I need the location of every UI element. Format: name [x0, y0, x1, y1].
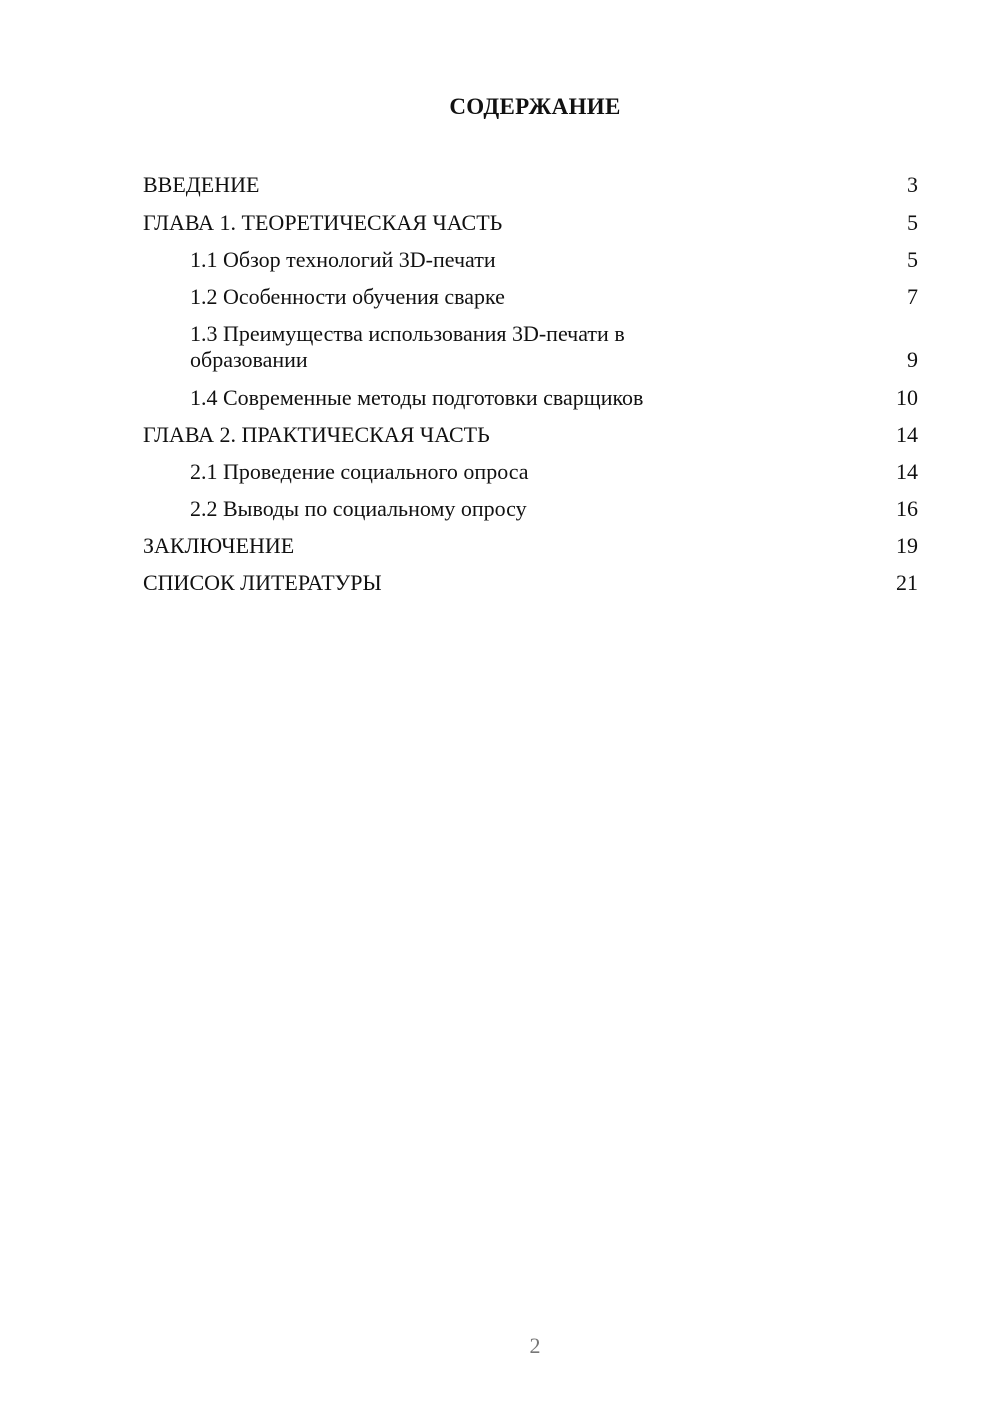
- toc-entry-section-1-4[interactable]: [190, 385, 918, 411]
- toc-entry-references[interactable]: [143, 570, 918, 596]
- toc-entry-label: СПИСОК ЛИТЕРАТУРЫ: [143, 570, 382, 595]
- toc-entry-section-2-2[interactable]: [190, 496, 918, 522]
- toc-entry-section-1-2[interactable]: [190, 284, 918, 310]
- toc-entry-page: 5: [907, 247, 918, 272]
- page-title: СОДЕРЖАНИЕ: [449, 94, 621, 119]
- toc-entry-page: 7: [907, 284, 918, 309]
- page-number: 2: [529, 1333, 541, 1358]
- toc-entry-chapter-2[interactable]: [143, 422, 918, 448]
- toc-entry-label: ВВЕДЕНИЕ: [143, 172, 260, 197]
- toc-entry-section-1-3[interactable]: [190, 321, 918, 373]
- toc-entry-label: 2.2 Выводы по социальному опросу: [190, 496, 527, 521]
- toc-entry-label: 2.1 Проведение социального опроса: [190, 459, 529, 484]
- toc-entry-section-1-1[interactable]: [190, 247, 918, 273]
- toc-entry-section-2-1[interactable]: [190, 459, 918, 485]
- toc-entry-introduction[interactable]: [143, 172, 918, 198]
- toc-entry-chapter-1[interactable]: [143, 210, 918, 236]
- toc-entry-conclusion[interactable]: [143, 533, 918, 559]
- toc-entry-page: 9: [907, 347, 918, 372]
- toc-entry-page: 16: [896, 496, 918, 521]
- toc-entry-label: 1.2 Особенности обучения сварке: [190, 284, 505, 309]
- toc-entry-label: ЗАКЛЮЧЕНИЕ: [143, 533, 295, 558]
- toc-entry-label: ГЛАВА 2. ПРАКТИЧЕСКАЯ ЧАСТЬ: [143, 422, 490, 447]
- toc-entry-label: ГЛАВА 1. ТЕОРЕТИЧЕСКАЯ ЧАСТЬ: [143, 210, 503, 235]
- toc-entry-page: 3: [907, 172, 918, 197]
- toc-entry-label: 1.4 Современные методы подготовки сварщиков: [190, 385, 644, 410]
- toc-entry-label: 1.1 Обзор технологий 3D-печати: [190, 247, 496, 272]
- toc-entry-page: 21: [896, 570, 918, 595]
- toc-entry-page: 19: [896, 533, 918, 558]
- toc-entry-page: 14: [896, 422, 918, 447]
- toc-entry-page: 5: [907, 210, 918, 235]
- toc-entry-page: 14: [896, 459, 918, 484]
- toc-entry-label: 1.3 Преимущества использования 3D-печати в образовании: [190, 321, 625, 372]
- toc-entry-page: 10: [896, 385, 918, 410]
